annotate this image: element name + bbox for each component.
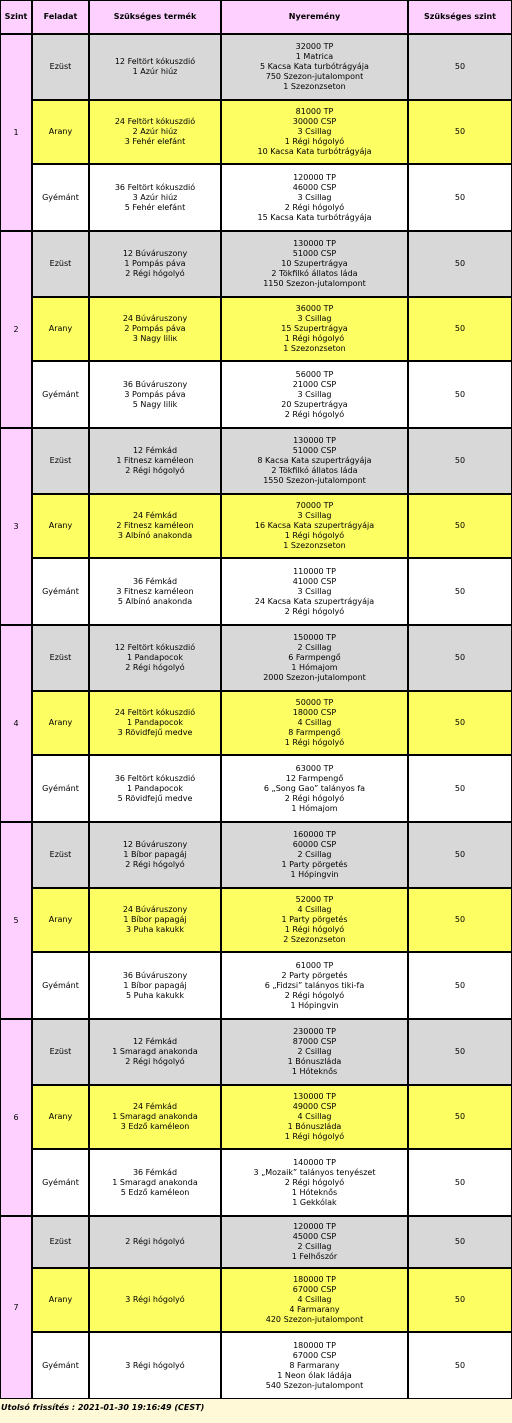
rewards-cell — [221, 164, 408, 231]
rewards-cell — [221, 691, 408, 755]
reward-item: 130000 TP — [293, 1092, 336, 1101]
reward-item: 8 Farmarany — [289, 1360, 340, 1370]
reward-item: 18000 CSP — [292, 708, 337, 717]
level-cell: 5 — [0, 822, 32, 1019]
reward-item: 1 Neon ólak ládája — [277, 1370, 352, 1380]
reward-item: 140000 TP — [293, 1157, 336, 1167]
table-row — [0, 1085, 512, 1149]
table-row — [0, 1216, 512, 1268]
task-tier-cell: Gyémánt — [32, 952, 89, 1019]
reward-item: 1 Régi hógolyó — [284, 334, 345, 343]
reward-item: 2 Tökfilkó állatos láda — [271, 269, 358, 278]
required-item: 12 Búváruszony — [122, 249, 188, 258]
reward-item: 1 Hópingvin — [290, 1000, 339, 1010]
required-items-cell — [89, 755, 221, 822]
required-item: 1 Pandapocok — [127, 783, 183, 793]
required-level-cell: 50 — [408, 888, 512, 952]
rewards-cell — [221, 1332, 408, 1399]
reward-item: 120000 TP — [293, 172, 336, 182]
reward-item: 49000 CSP — [292, 1102, 337, 1111]
required-item: 1 Bíbor papagáj — [123, 980, 187, 990]
required-item: 12 Feltört kókuszdió — [114, 57, 196, 66]
reward-item: 50000 TP — [295, 698, 334, 707]
reward-item: 2 Régi hógolyó — [284, 606, 345, 616]
reward-item: 32000 TP — [295, 42, 334, 51]
reward-item: 6 „Fidzsi” talányos tiki-fa — [264, 980, 365, 990]
reward-item: 81000 TP — [295, 107, 334, 116]
rewards-cell — [221, 1149, 408, 1216]
required-level-cell: 50 — [408, 164, 512, 231]
rewards-cell — [221, 1085, 408, 1149]
task-tier-cell: Gyémánt — [32, 164, 89, 231]
table-row — [0, 428, 512, 494]
table-row — [0, 1149, 512, 1216]
reward-item: 1 Party pörgetés — [281, 915, 348, 924]
task-tier-cell: Arany — [32, 100, 89, 164]
rewards-cell — [221, 888, 408, 952]
required-level-cell: 50 — [408, 1019, 512, 1085]
reward-item: 4 Csillag — [297, 1112, 332, 1121]
rewards-cell — [221, 494, 408, 558]
required-level-cell: 50 — [408, 428, 512, 494]
required-items-cell — [89, 691, 221, 755]
reward-item: 10 Kacsa Kata turbótrágyája — [257, 147, 372, 156]
reward-item: 6 Farmpengő — [288, 653, 341, 662]
required-item: 3 Albínó anakonda — [117, 531, 193, 540]
reward-item: 1 Party pörgetés — [281, 860, 348, 869]
required-level-cell: 50 — [408, 1149, 512, 1216]
reward-item: 160000 TP — [293, 830, 336, 839]
reward-item: 1 Bónuszláda — [287, 1122, 342, 1131]
required-item: 2 Régi hógolyó — [125, 1057, 185, 1066]
table-row — [0, 625, 512, 691]
required-level-cell: 50 — [408, 822, 512, 888]
table-row — [0, 297, 512, 361]
reward-item: 16 Kacsa Kata szupertrágyája — [254, 521, 375, 530]
required-level-cell: 50 — [408, 952, 512, 1019]
table-row — [0, 822, 512, 888]
table-row — [0, 34, 512, 100]
reward-item: 180000 TP — [293, 1275, 336, 1284]
reward-item: 1 Szezonzseton — [283, 344, 346, 353]
reward-item: 750 Szezon-jutalompont — [265, 72, 364, 81]
table-row — [0, 164, 512, 231]
rewards-cell — [221, 100, 408, 164]
task-tier-cell: Ezüst — [32, 822, 89, 888]
reward-item: 2 Régi hógolyó — [284, 793, 345, 803]
table-row — [0, 558, 512, 625]
reward-item: 15 Szupertrágya — [281, 324, 348, 333]
required-item: 3 Pompás páva — [124, 389, 186, 399]
table-row — [0, 691, 512, 755]
reward-item: 4 Csillag — [297, 905, 332, 914]
reward-item: 1 Régi hógolyó — [284, 137, 345, 146]
required-item: 1 Azúr hiúz — [132, 67, 178, 76]
header-required-level: Szükséges szint — [408, 0, 512, 34]
reward-item: 2 Tökfilkó állatos láda — [271, 466, 358, 475]
level-cell: 3 — [0, 428, 32, 625]
reward-item: 3 Csillag — [297, 586, 332, 596]
reward-item: 2000 Szezon-jutalompont — [263, 673, 366, 682]
required-items-cell — [89, 1149, 221, 1216]
reward-item: 420 Szezon-jutalompont — [265, 1315, 364, 1324]
required-level-cell: 50 — [408, 755, 512, 822]
task-tier-cell: Gyémánt — [32, 558, 89, 625]
required-item: 24 Fémkád — [132, 1102, 178, 1111]
reward-item: 41000 CSP — [292, 576, 337, 586]
reward-item: 2 Csillag — [297, 1047, 332, 1056]
required-level-cell: 50 — [408, 1085, 512, 1149]
reward-item: 1 Hóteknős — [291, 1067, 338, 1076]
reward-item: 45000 CSP — [292, 1232, 337, 1241]
reward-item: 3 Csillag — [297, 192, 332, 202]
required-level-cell: 50 — [408, 691, 512, 755]
required-items-cell — [89, 1332, 221, 1399]
table-body — [0, 34, 512, 1399]
reward-item: 4 Farmarany — [289, 1305, 340, 1314]
required-level-cell: 50 — [408, 558, 512, 625]
reward-item: 2 Szezonzseton — [283, 935, 346, 944]
required-item: 36 Búváruszony — [122, 970, 188, 980]
level-cell: 6 — [0, 1019, 32, 1216]
required-item: 5 Puha kakukk — [125, 990, 185, 1000]
header-level: Szint — [0, 0, 32, 34]
rewards-cell — [221, 625, 408, 691]
reward-item: 67000 CSP — [292, 1350, 337, 1360]
required-item: 1 Pompás páva — [124, 259, 186, 268]
reward-item: 2 Csillag — [297, 1242, 332, 1251]
reward-item: 61000 TP — [295, 960, 334, 970]
required-item: 1 Pandapocok — [127, 718, 183, 727]
reward-item: 70000 TP — [295, 501, 334, 510]
last-updated-footer: Utolsó frissítés : 2021-01-30 19:16:49 (CEST) — [1, 1403, 205, 1412]
reward-item: 1 Bónuszláda — [287, 1057, 342, 1066]
required-item: 5 Nagy lilik — [132, 399, 178, 409]
required-item: 3 Régi hógolyó — [125, 1360, 185, 1370]
reward-item: 60000 CSP — [292, 840, 337, 849]
reward-item: 1 Szezonzseton — [283, 82, 346, 91]
required-items-cell — [89, 625, 221, 691]
reward-item: 24 Kacsa Kata szupertrágyája — [254, 596, 375, 606]
reward-item: 2 Régi hógolyó — [284, 1177, 345, 1187]
rewards-cell — [221, 1019, 408, 1085]
header-reward: Nyeremény — [221, 0, 408, 34]
rewards-cell — [221, 952, 408, 1019]
task-tier-cell: Ezüst — [32, 625, 89, 691]
reward-item: 36000 TP — [295, 304, 334, 313]
reward-item: 56000 TP — [295, 369, 334, 379]
reward-item: 3 Csillag — [297, 314, 332, 323]
level-cell: 7 — [0, 1216, 32, 1399]
reward-item: 5 Kacsa Kata turbótrágyája — [260, 62, 369, 71]
required-item: 3 Régi hógolyó — [125, 1295, 185, 1304]
rewards-cell — [221, 428, 408, 494]
required-level-cell: 50 — [408, 231, 512, 297]
reward-item: 87000 CSP — [292, 1037, 337, 1046]
required-item: 1 Pandapocok — [127, 653, 183, 662]
reward-item: 2 Csillag — [297, 643, 332, 652]
reward-item: 21000 CSP — [292, 379, 337, 389]
required-items-cell — [89, 1085, 221, 1149]
reward-item: 67000 CSP — [292, 1285, 337, 1294]
reward-item: 3 „Mozaik” talányos tenyészet — [253, 1167, 376, 1177]
reward-item: 1550 Szezon-jutalompont — [263, 476, 366, 485]
reward-item: 1 Matrica — [295, 52, 334, 61]
required-level-cell: 50 — [408, 361, 512, 428]
reward-item: 51000 CSP — [292, 249, 337, 258]
required-item: 24 Búváruszony — [122, 314, 188, 323]
required-level-cell: 50 — [408, 1268, 512, 1332]
reward-item: 4 Csillag — [297, 718, 332, 727]
table-row — [0, 1332, 512, 1399]
task-tier-cell: Gyémánt — [32, 361, 89, 428]
required-items-cell — [89, 952, 221, 1019]
task-tier-cell: Ezüst — [32, 1216, 89, 1268]
required-item: 1 Fitnesz kaméleon — [116, 456, 194, 465]
task-tier-cell: Ezüst — [32, 1019, 89, 1085]
task-tier-cell: Gyémánt — [32, 1332, 89, 1399]
required-items-cell — [89, 100, 221, 164]
required-item: 3 Azúr hiúz — [132, 192, 178, 202]
reward-item: 20 Szupertrágya — [281, 399, 348, 409]
task-tier-cell: Arany — [32, 494, 89, 558]
required-items-cell — [89, 1019, 221, 1085]
table-row — [0, 1019, 512, 1085]
header-task: Feladat — [32, 0, 89, 34]
reward-item: 130000 TP — [293, 239, 336, 248]
required-items-cell — [89, 822, 221, 888]
reward-item: 1 Régi hógolyó — [284, 531, 345, 540]
level-cell: 1 — [0, 34, 32, 231]
rewards-cell — [221, 1216, 408, 1268]
rewards-cell — [221, 361, 408, 428]
required-item: 12 Fémkád — [132, 1037, 178, 1046]
table-row — [0, 494, 512, 558]
reward-item: 2 Régi hógolyó — [284, 990, 345, 1000]
reward-item: 52000 TP — [295, 895, 334, 904]
required-item: 5 Rövidfejű medve — [117, 793, 193, 803]
reward-item: 2 Party pörgetés — [281, 970, 348, 980]
reward-item: 230000 TP — [293, 1027, 336, 1036]
required-item: 1 Smaragd anakonda — [112, 1047, 198, 1056]
reward-item: 1 Régi hógolyó — [284, 738, 345, 747]
reward-item: 8 Farmpengő — [288, 728, 341, 737]
required-item: 36 Fémkád — [132, 1167, 178, 1177]
table-row — [0, 888, 512, 952]
reward-item: 10 Szupertrágya — [281, 259, 348, 268]
required-level-cell: 50 — [408, 100, 512, 164]
table-row — [0, 952, 512, 1019]
task-tier-cell: Ezüst — [32, 34, 89, 100]
required-item: 36 Fémkád — [132, 576, 178, 586]
table-row — [0, 755, 512, 822]
required-item: 12 Feltört kókuszdió — [114, 643, 196, 652]
required-items-cell — [89, 888, 221, 952]
rewards-cell — [221, 822, 408, 888]
required-item: 5 Fehér elefánt — [124, 202, 186, 212]
required-level-cell: 50 — [408, 297, 512, 361]
required-item: 3 Rövidfejű medve — [117, 728, 193, 737]
reward-item: 1 Hómajom — [291, 803, 338, 813]
required-items-cell — [89, 34, 221, 100]
task-tier-cell: Gyémánt — [32, 1149, 89, 1216]
required-item: 2 Régi hógolyó — [125, 269, 185, 278]
reward-item: 1 Felhőszór — [291, 1252, 338, 1261]
reward-item: 1 Régi hógolyó — [284, 1132, 345, 1141]
task-tier-cell: Gyémánt — [32, 755, 89, 822]
reward-item: 130000 TP — [293, 436, 336, 445]
reward-item: 3 Csillag — [297, 127, 332, 136]
reward-item: 30000 CSP — [292, 117, 337, 126]
required-item: 24 Feltört kókuszdió — [114, 117, 196, 126]
required-item: 3 Puha kakukk — [125, 925, 185, 934]
rewards-cell — [221, 558, 408, 625]
required-level-cell: 50 — [408, 625, 512, 691]
reward-item: 3 Csillag — [297, 511, 332, 520]
reward-item: 1 Hópingvin — [290, 870, 339, 879]
table-row — [0, 231, 512, 297]
required-item: 36 Feltört kókuszdió — [114, 182, 196, 192]
task-tier-cell: Arany — [32, 297, 89, 361]
required-item: 3 Fehér elefánt — [124, 137, 186, 146]
required-item: 2 Fitnesz kaméleon — [116, 521, 194, 530]
required-item: 5 Albínó anakonda — [117, 596, 193, 606]
reward-item: 3 Csillag — [297, 389, 332, 399]
reward-item: 120000 TP — [293, 1222, 336, 1231]
required-item: 1 Bíbor papagáj — [123, 850, 187, 859]
reward-item: 1150 Szezon-jutalompont — [263, 279, 366, 288]
required-item: 2 Régi hógolyó — [125, 466, 185, 475]
required-item: 12 Fémkád — [132, 446, 178, 455]
rewards-cell — [221, 34, 408, 100]
reward-item: 110000 TP — [293, 566, 336, 576]
reward-item: 46000 CSP — [292, 182, 337, 192]
required-items-cell — [89, 297, 221, 361]
required-level-cell: 50 — [408, 1216, 512, 1268]
table-row — [0, 100, 512, 164]
header-required-item: Szükséges termék — [89, 0, 221, 34]
rewards-cell — [221, 297, 408, 361]
required-item: 1 Smaragd anakonda — [112, 1177, 198, 1187]
reward-item: 51000 CSP — [292, 446, 337, 455]
required-items-cell — [89, 1268, 221, 1332]
reward-item: 1 Hómajom — [291, 663, 338, 672]
reward-item: 1 Hóteknős — [291, 1187, 338, 1197]
required-items-cell — [89, 558, 221, 625]
required-item: 3 Edző kaméleon — [120, 1122, 190, 1131]
reward-item: 4 Csillag — [297, 1295, 332, 1304]
required-item: 2 Régi hógolyó — [125, 1237, 185, 1246]
required-items-cell — [89, 231, 221, 297]
reward-item: 8 Kacsa Kata szupertrágyája — [257, 456, 372, 465]
required-item: 24 Feltört kókuszdió — [114, 708, 196, 717]
reward-item: 1 Régi hógolyó — [284, 925, 345, 934]
task-tier-cell: Ezüst — [32, 428, 89, 494]
reward-item: 2 Régi hógolyó — [284, 202, 345, 212]
rewards-cell — [221, 231, 408, 297]
required-level-cell: 50 — [408, 34, 512, 100]
reward-item: 6 „Song Gao” talányos fa — [263, 783, 366, 793]
required-items-cell — [89, 1216, 221, 1268]
reward-item: 15 Kacsa Kata turbótrágyája — [257, 212, 372, 222]
required-level-cell: 50 — [408, 494, 512, 558]
required-item: 36 Feltört kókuszdió — [114, 773, 196, 783]
reward-item: 1 Gekkólak — [292, 1197, 337, 1207]
required-item: 3 Nagy liliк — [132, 334, 178, 343]
required-item: 3 Fitnesz kaméleon — [116, 586, 194, 596]
required-item: 1 Bíbor papagáj — [123, 915, 187, 924]
rewards-cell — [221, 1268, 408, 1332]
required-item: 36 Búváruszony — [122, 379, 188, 389]
required-item: 1 Smaragd anakonda — [112, 1112, 198, 1121]
required-items-cell — [89, 494, 221, 558]
reward-item: 150000 TP — [293, 633, 336, 642]
task-tier-cell: Arany — [32, 691, 89, 755]
header-row — [0, 0, 512, 34]
required-level-cell: 50 — [408, 1332, 512, 1399]
required-item: 24 Fémkád — [132, 511, 178, 520]
reward-item: 540 Szezon-jutalompont — [265, 1380, 364, 1390]
required-item: 2 Régi hógolyó — [125, 860, 185, 869]
table-row — [0, 361, 512, 428]
task-tier-cell: Arany — [32, 1268, 89, 1332]
required-items-cell — [89, 164, 221, 231]
task-tier-cell: Arany — [32, 1085, 89, 1149]
required-item: 5 Edző kaméleon — [120, 1187, 190, 1197]
required-item: 2 Azúr hiúz — [132, 127, 178, 136]
level-cell: 4 — [0, 625, 32, 822]
required-item: 12 Búváruszony — [122, 840, 188, 849]
required-item: 24 Búváruszony — [122, 905, 188, 914]
task-tier-cell: Arany — [32, 888, 89, 952]
reward-item: 63000 TP — [295, 763, 334, 773]
required-items-cell — [89, 361, 221, 428]
reward-item: 12 Farmpengő — [285, 773, 344, 783]
required-items-cell — [89, 428, 221, 494]
reward-item: 2 Régi hógolyó — [284, 409, 345, 419]
reward-item: 2 Csillag — [297, 850, 332, 859]
task-tier-cell: Ezüst — [32, 231, 89, 297]
reward-item: 180000 TP — [293, 1340, 336, 1350]
rewards-cell — [221, 755, 408, 822]
reward-item: 1 Szezonzseton — [283, 541, 346, 550]
required-item: 2 Pompás páva — [124, 324, 186, 333]
level-cell: 2 — [0, 231, 32, 428]
required-item: 2 Régi hógolyó — [125, 663, 185, 672]
table-row — [0, 1268, 512, 1332]
